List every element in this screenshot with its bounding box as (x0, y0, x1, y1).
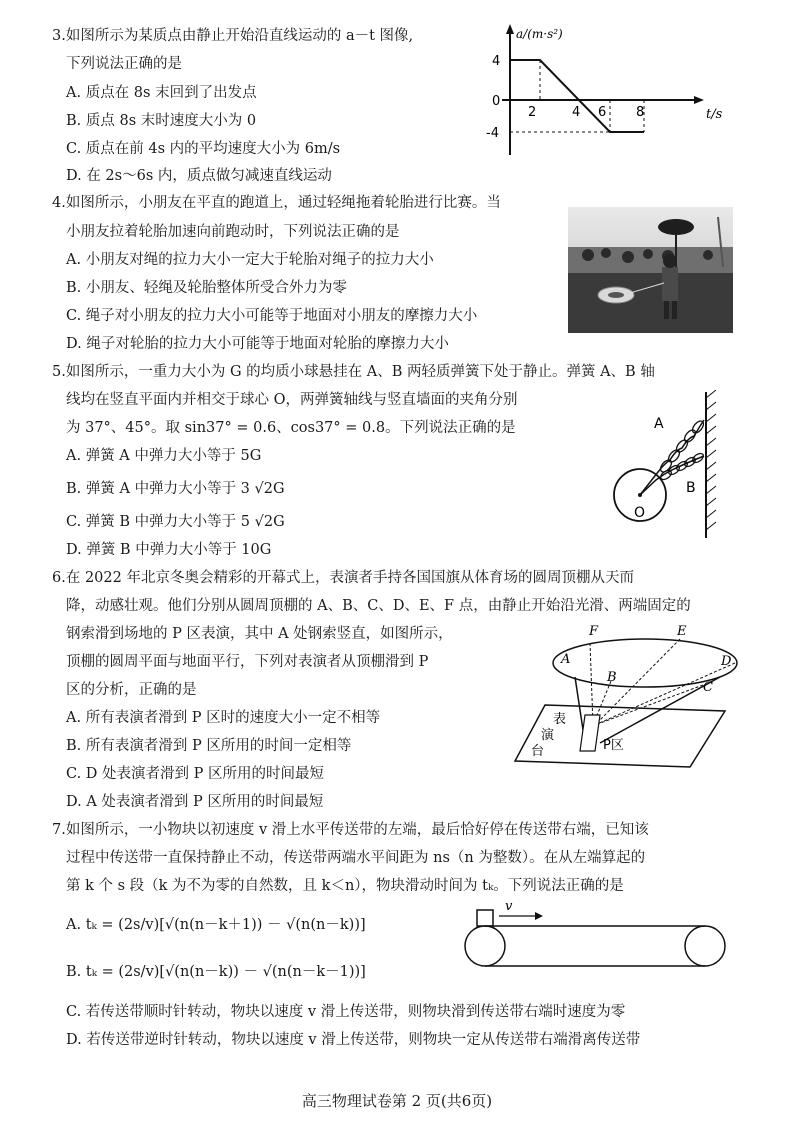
q3-ytick-neg4: -4 (486, 126, 499, 141)
q7-conveyor-figure (455, 900, 735, 980)
q4-stem-line2: 小朋友拉着轮胎加速向前跑动时，下列说法正确的是 (66, 224, 400, 240)
q3-xtick-4: 4 (572, 105, 581, 120)
q6-stem-line3: 钢索滑到场地的 P 区表演，其中 A 处钢索竖直，如图所示， (66, 626, 453, 642)
q6-stem-line1: 6.在 2022 年北京冬奥会精彩的开幕式上，表演者手持各国国旗从体育场的圆周顶棚从天而 (52, 570, 634, 586)
q6-p-zone-label: P区 (603, 738, 624, 753)
q7-option-b: B. tₖ = (2s/v)[√(n(n－k)) － √(n(n－k－1))] (66, 964, 366, 980)
q6-stage-label-1: 表 (553, 712, 567, 727)
q7-option-d: D. 若传送带逆时针转动，物块以速度 v 滑上传送带，则物块一定从传送带右端滑离传送带 (66, 1032, 641, 1048)
q4-option-a: A. 小朋友对绳的拉力大小一定大于轮胎对绳子的拉力大小 (66, 252, 434, 268)
q5-option-c: C. 弹簧 B 中弹力大小等于 5 √2G (66, 514, 285, 530)
right-roller (685, 926, 725, 966)
q7-velocity-label: v (505, 900, 513, 914)
q3-stem-line2: 下列说法正确的是 (66, 56, 182, 72)
q6-option-b: B. 所有表演者滑到 P 区所用的时间一定相等 (66, 738, 352, 754)
q3-ylabel: a/(m·s²) (516, 27, 563, 41)
q6-stadium-cable-figure (505, 615, 740, 775)
q6-option-a: A. 所有表演者滑到 P 区时的速度大小一定不相等 (66, 710, 381, 726)
q7-stem-line2: 过程中传送带一直保持静止不动，传送带两端水平间距为 ns（n 为整数）。在从左端算起的 (66, 850, 646, 866)
q5-label-b: B (686, 480, 696, 496)
q6-option-c: C. D 处表演者滑到 P 区所用的时间最短 (66, 766, 325, 782)
left-roller (465, 926, 505, 966)
q3-xlabel: t/s (706, 107, 723, 122)
q3-ytick-4: 4 (492, 54, 501, 69)
q7-stem-line3: 第 k 个 s 段（k 为不为零的自然数，且 k＜n），物块滑动时间为 tₖ。下列说法正确的是 (66, 878, 624, 894)
q5-stem-line1: 5.如图所示，一重力大小为 G 的均质小球悬挂在 A、B 两轻质弹簧下处于静止。弹簧 A、B 轴 (52, 364, 655, 380)
q5-option-b: B. 弹簧 A 中弹力大小等于 3 √2G (66, 481, 285, 497)
q5-stem-line3: 为 37°、45°。取 sin37° = 0.6、cos37° = 0.8。下列说法正确的是 (66, 420, 516, 436)
q5-spring-ball-figure (600, 390, 730, 540)
q7-option-c: C. 若传送带顺时针转动，物块以速度 v 滑上传送带，则物块滑到传送带右端时速度为零 (66, 1004, 626, 1020)
q4-stem-line1: 4.如图所示，小朋友在平直的跑道上，通过轻绳拖着轮胎进行比赛。当 (52, 195, 501, 211)
q3-option-c: C. 质点在前 4s 内的平均速度大小为 6m/s (66, 141, 341, 157)
q6-label-a: A (561, 652, 571, 667)
block (477, 910, 493, 926)
q6-label-c: C (703, 680, 713, 695)
q6-stage-label-3: 台 (531, 744, 545, 759)
q3-xtick-8: 8 (636, 105, 645, 120)
q3-option-b: B. 质点 8s 末时速度大小为 0 (66, 113, 257, 129)
q3-graph-line (510, 60, 644, 132)
q6-label-f: F (589, 624, 599, 639)
q5-label-a: A (654, 416, 664, 432)
q4-option-b: B. 小朋友、轻绳及轮胎整体所受合外力为零 (66, 280, 347, 296)
q6-option-d: D. A 处表演者滑到 P 区所用的时间最短 (66, 794, 324, 810)
q7-stem-line1: 7.如图所示，一小物块以初速度 v 滑上水平传送带的左端，最后恰好停在传送带右端，已知该 (52, 822, 649, 838)
q6-label-e: E (677, 624, 687, 639)
q3-at-graph (480, 20, 730, 160)
q6-stem-line2: 降，动感壮观。他们分别从圆周顶棚的 A、B、C、D、E、F 点，由静止开始沿光滑、两端固定的 (66, 598, 691, 614)
q6-stage-label-2: 演 (541, 728, 555, 743)
q6-stem-line4: 顶棚的圆周平面与地面平行，下列对表演者从顶棚滑到 P (66, 654, 429, 670)
q5-option-a: A. 弹簧 A 中弹力大小等于 5G (66, 448, 262, 464)
q3-option-d: D. 在 2s～6s 内，质点做匀减速直线运动 (66, 168, 332, 184)
q7-option-a: A. tₖ = (2s/v)[√(n(n－k＋1)) － √(n(n－k))] (66, 917, 366, 933)
q4-option-d: D. 绳子对轮胎的拉力大小可能等于地面对轮胎的摩擦力大小 (66, 336, 449, 352)
q3-option-a: A. 质点在 8s 末回到了出发点 (66, 85, 257, 101)
q3-xtick-6: 6 (598, 105, 607, 120)
q5-stem-line2: 线均在竖直平面内并相交于球心 O，两弹簧轴线与竖直墙面的夹角分别 (66, 392, 518, 408)
q5-label-o: O (634, 505, 646, 521)
q6-stem-line5: 区的分析，正确的是 (66, 682, 197, 698)
q4-option-c: C. 绳子对小朋友的拉力大小可能等于地面对小朋友的摩擦力大小 (66, 308, 478, 324)
q5-option-d: D. 弹簧 B 中弹力大小等于 10G (66, 542, 272, 558)
page-footer: 高三物理试卷第 2 页(共6页) (301, 1092, 493, 1110)
q4-photo-tire-race (568, 207, 733, 333)
q3-xtick-2: 2 (528, 105, 537, 120)
q3-ytick-0: 0 (492, 94, 501, 109)
q6-label-b: B (607, 670, 617, 685)
q3-stem-line1: 3.如图所示为某质点由静止开始沿直线运动的 a－t 图像, (52, 28, 414, 44)
q6-label-d: D (721, 654, 732, 669)
